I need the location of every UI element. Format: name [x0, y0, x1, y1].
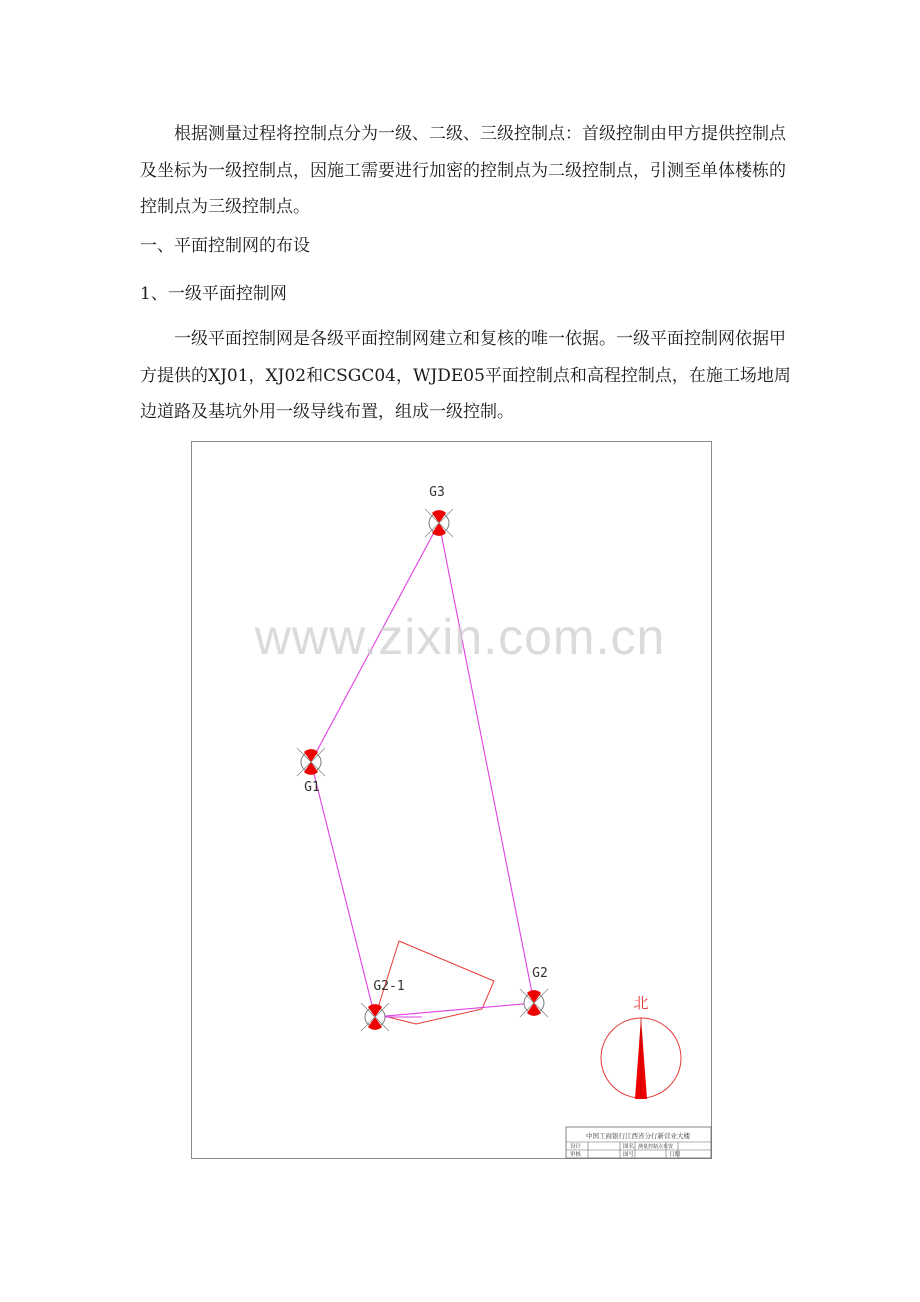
- title-block-date-label: 日期: [669, 1152, 681, 1158]
- control-point-g2: [520, 989, 548, 1017]
- label-g2: G2: [532, 966, 548, 981]
- title-block-drawing-name-label: 图名: [623, 1144, 635, 1150]
- label-g1: G1: [304, 780, 320, 795]
- label-g2-1: G2-1: [373, 979, 405, 994]
- subsection-title: 1、一级平面控制网: [140, 284, 287, 304]
- control-point-g1: [297, 748, 325, 776]
- control-network-svg: [192, 442, 713, 1160]
- watermark: www.zixin.com.cn: [254, 609, 666, 665]
- section-title: 一、平面控制网的布设: [140, 236, 310, 256]
- traverse-line: [311, 523, 534, 1017]
- body-paragraph: 一级平面控制网是各级平面控制网建立和复核的唯一依据。一级平面控制网依据甲方提供的XJ01，XJ02和CSGC04，WJDE05平面控制点和高程控制点，在施工场地周边道路及基坑外用一级导线布置，组成一级控制。: [140, 329, 791, 422]
- control-point-g3: [425, 509, 453, 537]
- north-arrow-icon: [601, 1018, 681, 1099]
- label-g3: G3: [429, 485, 445, 500]
- north-label: 北: [633, 994, 649, 1012]
- intro-paragraph: 根据测量过程将控制点分为一级、二级、三级控制点：首级控制由甲方提供控制点及坐标为一级控制点，因施工需要进行加密的控制点为二级控制点，引测至单体楼栋的控制点为三级控制点。: [140, 124, 786, 217]
- title-block-project: 中国工商银行江西省分行新营业大楼: [586, 1132, 690, 1140]
- title-block-number-label: 图号: [623, 1152, 635, 1158]
- title-block-drawing-name: 测量控制点布置: [638, 1144, 674, 1150]
- control-network-drawing: [191, 441, 712, 1159]
- title-block-review-label: 审核: [570, 1152, 582, 1158]
- control-point-g2-1: [361, 1003, 389, 1031]
- title-block-design-label: 设计: [570, 1144, 582, 1150]
